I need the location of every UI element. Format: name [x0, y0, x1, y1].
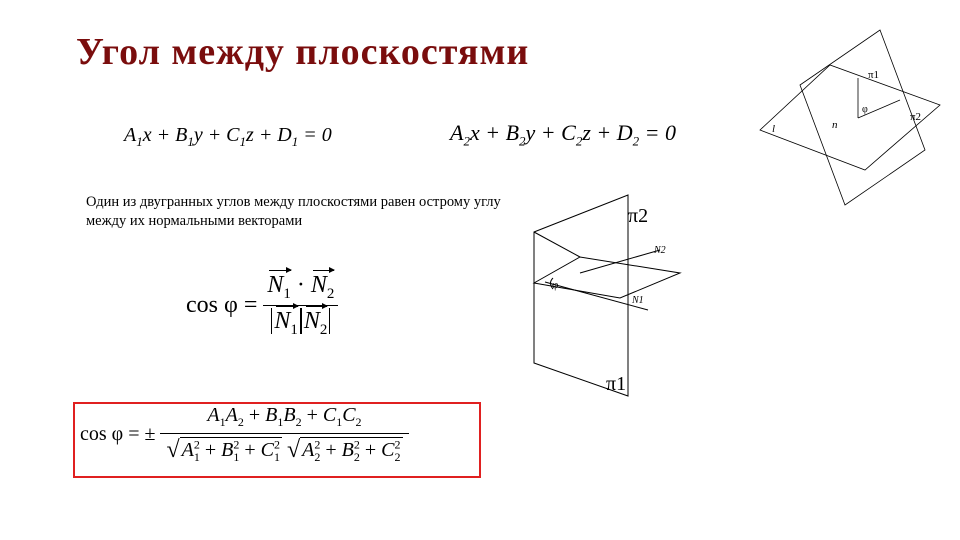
label-n1: N1 [632, 295, 644, 306]
corner-label-l: l [772, 123, 776, 135]
cos-vector-formula: cos φ = $\frac{N_1 \cdot N_2}{N_1 N_2}$ [186, 272, 338, 339]
cos-coordinate-formula: cos φ = ± $\frac{A_1A_2 + B_1B_2 + C_1C_2}{√ A^2_1 + B^2_1 + C^2_1 √ A^2_2 + B^2_2 + C^2_2}$ [80, 404, 409, 465]
corner-label-pi1: π1 [868, 69, 880, 81]
plane1-equation: $A_1x + B_1y + C_1z + D_1 = 0$ [124, 124, 332, 149]
horizontal-plane [534, 257, 680, 298]
plane2-equation: $A_2x + B_2y + C_2z + D_2 = 0$ [450, 120, 676, 149]
label-n2: N2 [654, 245, 666, 256]
corner-label-n: n [832, 119, 838, 131]
description-text: Один из двугранных углов между плоскостями равен острому углу между их нормальными векторами [86, 194, 501, 229]
label-pi2: π2 [628, 205, 649, 227]
label-pi1: π1 [606, 373, 627, 395]
corner-label-pi2: π2 [910, 111, 922, 123]
corner-plane-1 [800, 30, 925, 205]
slide-title: Угол между плоскостями [76, 31, 530, 73]
corner-label-phi: φ [862, 104, 868, 115]
label-phi-center: φ [552, 279, 559, 291]
intersection-line [534, 232, 580, 257]
vertical-plane [534, 195, 628, 396]
normal-n2 [580, 250, 660, 273]
